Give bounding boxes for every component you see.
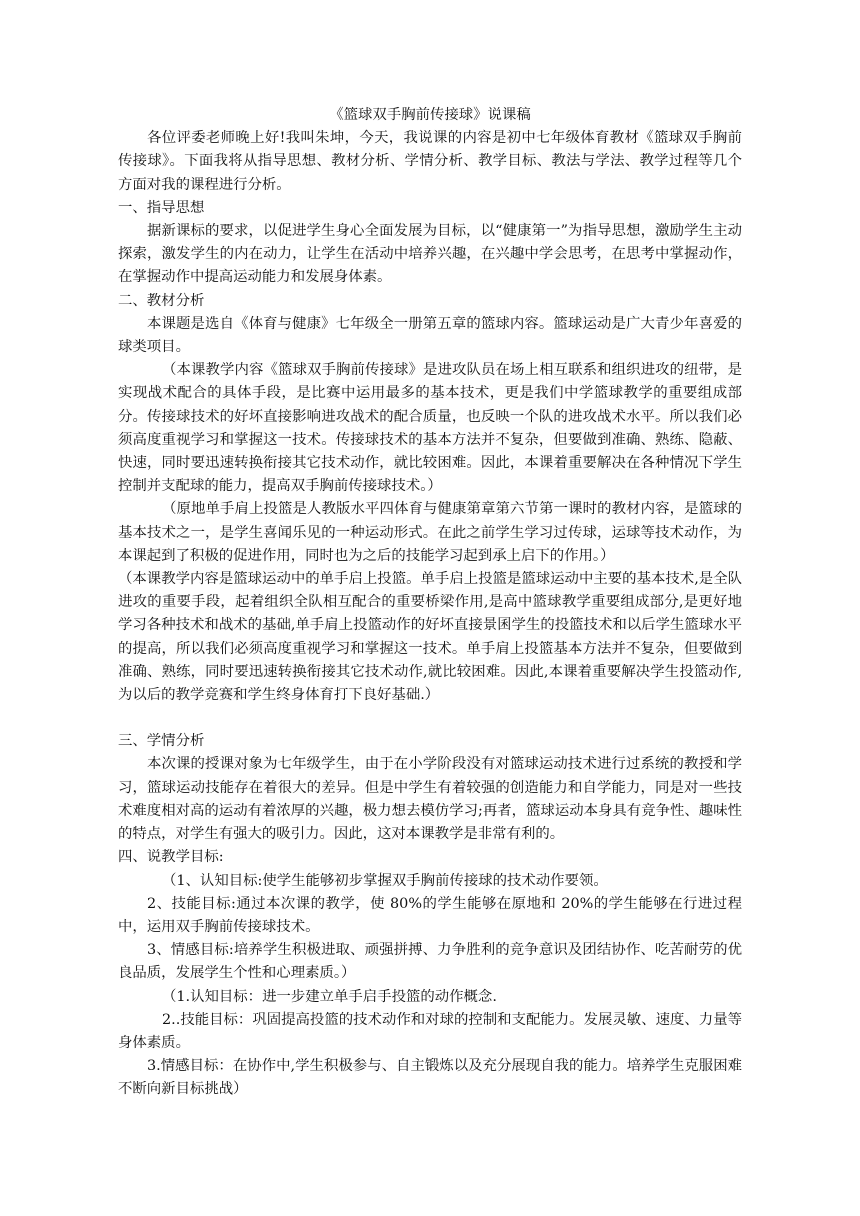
blank-line bbox=[118, 707, 742, 730]
student-analysis-paragraph: 本次课的授课对象为七年级学生，由于在小学阶段没有对篮球运动技术进行过系统的教授和学习，篮球运动技能存在着很大的差异。但是中学生有着较强的创造能力和自学能力，同是对一些技术难度相对高的运动有着浓厚的兴趣，极力想去模仿学习;再者，篮球运动本身具有竞争性、趣味性的特点，对学生有强大的吸引力。因此，这对本课教学是非常有利的。 bbox=[118, 756, 742, 843]
document-title: 《篮球双手胸前传接球》说课稿 bbox=[329, 107, 531, 123]
goal-emotional-1: 3、情感目标:培养学生积极进取、顽强拼搏、力争胜利的竞争意识及团结协作、吃苦耐劳的优良品质，发展学生个性和心理素质。） bbox=[118, 942, 742, 982]
section-heading-material-analysis: 二、教材分析 bbox=[118, 292, 205, 309]
material-analysis-paragraph-1: 本课题是选自《体育与健康》七年级全一册第五章的篮球内容。篮球运动是广大青少年喜爱的球类项目。 bbox=[118, 315, 742, 356]
section-heading-student-analysis: 三、学情分析 bbox=[118, 733, 205, 750]
goal-emotional-2: 3.情感目标：在协作中,学生积极参与、自主锻炼以及充分展现自我的能力。培养学生克服困难不断向新目标挑战） bbox=[118, 1058, 742, 1098]
goal-skill-1: 2、技能目标:通过本次课的教学，使 80%的学生能够在原地和 20%的学生能够在行进过程中，运用双手胸前传接球技术。 bbox=[118, 895, 742, 935]
material-analysis-paragraph-2: （本课教学内容《篮球双手胸前传接球》是进攻队员在场上相互联系和组织进攻的纽带，是实现战术配合的具体手段，是比赛中运用最多的基本技术，更是我们中学篮球教学的重要组成部分。传接球技术的好坏直接影响进攻战术的配合质量，也反映一个队的进攻战术水平。所以我们必须高度重视学习和掌握这一技术。传接球技术的基本方法并不复杂，但要做到准确、熟练、隐蔽、快速，同时要迅速转换衔接其它技术动作，就比较困难。因此，本课着重要解决在各种情况下学生控制并支配球的能力，提高双手胸前传接球技术。） bbox=[118, 362, 742, 495]
goal-cognitive-1: （1、认知目标:使学生能够初步掌握双手胸前传接球的技术动作要领。 bbox=[162, 872, 608, 889]
document-page bbox=[118, 104, 742, 1102]
material-analysis-paragraph-3: （原地单手肩上投篮是人教版水平四体育与健康第章第六节第一课时的教材内容，是篮球的基本技术之一，是学生喜闻乐见的一种运动形式。在此之前学生学习过传球，运球等技术动作，为本课起到了积极的促进作用，同时也为之后的技能学习起到承上启下的作用。） bbox=[118, 501, 742, 564]
guiding-thought-paragraph: 据新课标的要求，以促进学生身心全面发展为目标，以“健康第一”为指导思想，激励学生主动探索，激发学生的内在动力，让学生在活动中培养兴趣，在兴趣中学会思考，在思考中掌握动作，在掌握动作中提高运动能力和发展身体素。 bbox=[118, 223, 742, 286]
section-heading-teaching-goals: 四、说教学目标: bbox=[118, 849, 224, 866]
goal-cognitive-2: （1.认知目标：进一步建立单手启手投篮的动作概念. bbox=[162, 988, 497, 1005]
intro-paragraph: 各位评委老师晚上好!我叫朱坤，今天，我说课的内容是初中七年级体育教材《篮球双手胸前传接球》。下面我将从指导思想、教材分析、学情分析、教学目标、教法与学法、教学过程等几个方面对我的课程进行分析。 bbox=[118, 130, 742, 193]
section-heading-guiding-thought: 一、指导思想 bbox=[118, 199, 205, 216]
goal-skill-2: 2..技能目标：巩固提高投篮的技术动作和对球的控制和支配能力。发展灵敏、速度、力量等身体素质。 bbox=[118, 1011, 742, 1051]
material-analysis-paragraph-4: （本课教学内容是篮球运动中的单手启上投篮。单手启上投篮是篮球运动中主要的基本技术,是全队进攻的重要手段，起着组织全队相互配合的重要桥梁作用,是高中篮球教学重要组成部分,是更好地学习各种技术和战术的基础,单手肩上投篮动作的好坏直接景囷学生的投篮技术和以后学生篮球水平的提高，所以我们必须高度重视学习和掌握这一技术。单手肩上投篮基本方法并不复杂，但要做到准确、熟练，同时要迅速转换衔接其它技术动作,就比较困难。因此,本课着重要解决学生投篮动作,为以后的教学竞赛和学生终身体育打下良好基础.） bbox=[118, 571, 742, 704]
